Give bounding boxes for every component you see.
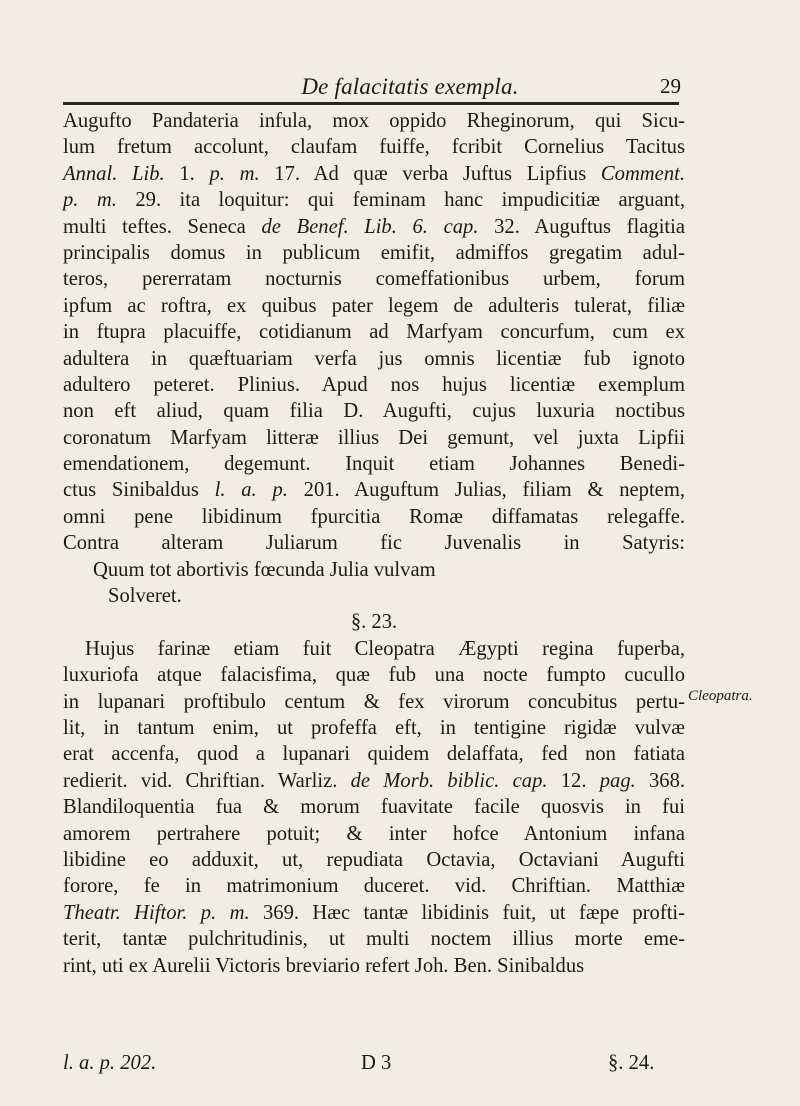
text-run: multi teftes. Seneca [63, 215, 262, 238]
text-run: terit, tantæ pulchritudinis, ut multi noctem illius morte eme- [63, 928, 685, 951]
text-run: principalis domus in publicum emifit, admiffos gregatim adul- [63, 241, 685, 264]
page-footer [63, 1050, 685, 1076]
text-line [63, 504, 685, 530]
text-run: in ftupra placuiffe, cotidianum ad Marfyam concurfum, cum ex [63, 321, 685, 344]
text-line [63, 425, 685, 451]
text-run: 12. [547, 769, 600, 792]
text-line [63, 134, 685, 160]
text-run: adultera in quæftuariam verfa jus omnis licentiæ fub ignoto [63, 347, 685, 370]
text-line [63, 953, 685, 979]
text-run: Augufto Pandateria infula, mox oppido Rheginorum, qui Sicu- [63, 110, 685, 132]
paragraph-2 [63, 636, 685, 979]
text-line [63, 847, 685, 873]
text-run: 29. ita loquitur: qui feminam hanc impudicitiæ arguant, [116, 189, 685, 212]
header-rule [63, 102, 679, 105]
text-run: libidine eo adduxit, ut, repudiata Octavia, Octaviani Augufti [63, 848, 685, 871]
text-line [63, 266, 685, 292]
footer-reference: l. a. p. 202. [63, 1052, 157, 1074]
text-line [63, 900, 685, 926]
text-line [63, 530, 685, 556]
text-run: Hujus farinæ etiam fuit Cleopatra Ægypti regina fuperba, [85, 637, 685, 660]
text-run: Blandiloquentia fua & morum fuavitate facile quosvis in fui [63, 796, 685, 819]
verse-line: Solveret. [108, 585, 182, 608]
text-run: 368. [635, 769, 686, 792]
italic-citation: Comment. [600, 162, 685, 185]
text-line [63, 821, 685, 847]
verse-line: Quum tot abortivis fœcunda Julia vulvam [93, 558, 436, 581]
italic-citation: pag. [599, 769, 636, 792]
text-line [63, 926, 685, 952]
margin-note: Cleopatra. [688, 688, 753, 704]
text-run: luxuriofa atque falacisfima, quæ fub una nocte fumpto cucullo [63, 664, 685, 687]
text-run: in lupanari proftibulo centum & fex virorum concubitus pertu- [63, 690, 685, 713]
text-line [63, 187, 685, 213]
section-mark: §. 23. [350, 611, 398, 634]
italic-citation: de Morb. biblic. cap. [350, 769, 548, 792]
italic-citation: de Benef. Lib. 6. cap. [261, 215, 479, 238]
text-line [63, 240, 685, 266]
text-run: 369. Hæc tantæ libidinis fuit, ut fæpe profti- [249, 901, 685, 924]
running-head [0, 74, 800, 104]
text-line [63, 636, 685, 662]
italic-citation: Theatr. Hiftor. p. m. [63, 901, 250, 924]
text-run: emendationem, degemunt. Inquit etiam Johannes Benedi- [63, 453, 685, 476]
text-line [63, 662, 685, 688]
text-line [63, 161, 685, 187]
running-title: De falacitatis exempla. [301, 74, 519, 99]
text-run: amorem pertrahere potuit; & inter hofce Antonium infana [63, 822, 685, 845]
text-run: lit, in tantum enim, ut profeffa eft, in tentigine rigidæ vulvæ [63, 716, 685, 739]
italic-citation: Annal. Lib. [63, 162, 165, 185]
text-run: rint, uti ex Aurelii Victoris breviario refert Joh. Ben. Sinibaldus [63, 954, 585, 977]
text-run: lum fretum accolunt, claufam fuiffe, fcribit Cornelius Tacitus [63, 136, 685, 159]
italic-citation: p. m. [209, 162, 260, 185]
text-line [63, 768, 685, 794]
text-line [63, 372, 685, 398]
text-run: ipfum ac roftra, ex quibus pater legem de adulteris tulerat, filiæ [63, 294, 685, 317]
text-run: teros, pererratam nocturnis comeffationibus urbem, forum [63, 268, 685, 291]
text-line [63, 873, 685, 899]
text-line [63, 108, 685, 134]
text-line [63, 477, 685, 503]
page-number: 29 [660, 74, 681, 98]
text-run: non eft aliud, quam filia D. Augufti, cujus luxuria noctibus [63, 400, 685, 423]
text-line [63, 214, 685, 240]
text-run: omni pene libidinum fpurcitia Romæ diffamatas relegaffe. [63, 505, 685, 528]
paragraph-1 [63, 108, 685, 557]
text-run: redierit. vid. Chriftian. Warliz. [63, 769, 351, 792]
text-run: forore, fe in matrimonium duceret. vid. Chriftian. Matthiæ [63, 875, 685, 898]
italic-citation: p. m. [63, 189, 117, 212]
text-run: Contra alteram Juliarum fic Juvenalis in Satyris: [63, 532, 685, 555]
text-run: 32. Auguftus flagitia [478, 215, 686, 238]
verse-quotation [63, 557, 685, 610]
text-line [63, 398, 685, 424]
text-run: 1. [164, 162, 210, 185]
text-line [63, 741, 685, 767]
text-line [63, 293, 685, 319]
text-run: erat accenfa, quod a lupanari quidem delaffata, fed non fatiata [63, 743, 685, 766]
text-run: ctus Sinibaldus [63, 479, 215, 502]
signature-mark: D 3 [361, 1052, 392, 1074]
text-line [63, 346, 685, 372]
text-line [63, 319, 685, 345]
text-run: coronatum Marfyam litteræ illius Dei gemunt, vel juxta Lipfii [63, 426, 685, 449]
text-line [63, 689, 685, 715]
text-line [63, 715, 685, 741]
italic-citation: l. a. p. [214, 479, 288, 502]
text-run: 17. Ad quæ verba Juftus Lipfius [259, 162, 601, 185]
text-run: 201. Auguftum Julias, filiam & neptem, [287, 479, 685, 502]
body-text [63, 108, 685, 979]
text-line [63, 794, 685, 820]
text-run: adultero peteret. Plinius. Apud nos hujus licentiæ exemplum [63, 373, 685, 396]
text-line [63, 451, 685, 477]
catchword: §. 24. [608, 1052, 655, 1074]
